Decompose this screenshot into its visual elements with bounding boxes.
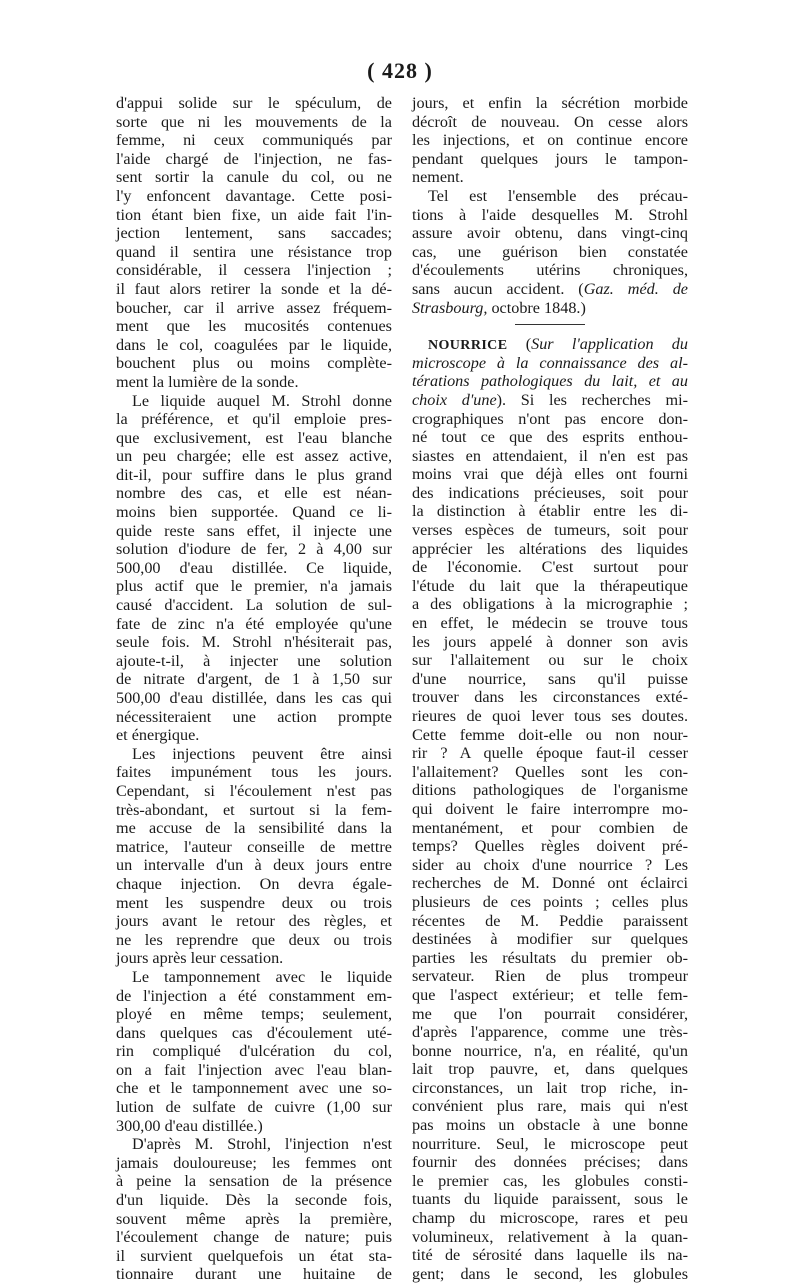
left-column-line: l'aide chargé de l'injection, ne fas- [116, 149, 392, 168]
right-column-bottom-line: pas moins un obstacle à une bonne [412, 1116, 688, 1135]
left-column-line: chaque injection. On devra égale- [116, 874, 392, 893]
right-column-bottom-line: bonne nourrice, n'a, en réalité, qu'un [412, 1041, 688, 1060]
left-column-line: un peu chargée; elle est assez active, [116, 447, 392, 466]
right-column-bottom-line: récentes de M. Peddie paraissent [412, 911, 688, 930]
right-column-bottom-line: volumineux, relativement à la quan- [412, 1227, 688, 1246]
left-column-line: il faut alors retirer la sonde et la dé- [116, 279, 392, 298]
right-column-top-line: décroît de nouveau. On cesse alors [412, 112, 688, 131]
left-column-line: tionnaire durant une huitaine de [116, 1265, 392, 1284]
citation-journal: Gaz. méd. de [583, 279, 688, 298]
left-column-line: Les injections peuvent être ainsi [132, 744, 392, 763]
right-column-bottom-line: lait trop pauvre, et, dans quelques [412, 1060, 688, 1079]
left-column-line: de nitrate d'argent, de 1 à 1,50 sur [116, 670, 392, 689]
right-column-top-line: les injections, et on continue encore [412, 131, 688, 150]
right-column-bottom-line: champ du microscope, rares et peu [412, 1209, 688, 1228]
left-column-line: D'après M. Strohl, l'injection n'est [132, 1135, 392, 1154]
left-column-line: jamais douloureuse; les femmes ont [116, 1153, 392, 1172]
section-subtitle-2: microscope à la connaissance des al- [412, 353, 688, 372]
left-column-line: sorte que ni les mouvements de la [116, 112, 392, 131]
section-heading: NOURRICE [428, 338, 508, 354]
left-column-line: on a fait l'injection avec l'eau blan- [116, 1060, 392, 1079]
left-column-line: un intervalle d'un à deux jours entre [116, 856, 392, 875]
right-column-top-line: pendant quelques jours le tampon- [412, 149, 688, 168]
right-column-bottom-line: convénient plus rare, mais qui n'est [412, 1097, 688, 1116]
left-column-line: plus actif que le premier, n'a jamais [116, 577, 392, 596]
right-column-bottom-line: que l'aspect extérieur; et telle fem- [412, 985, 688, 1004]
right-column-bottom-line: mentanément, et pour combien de [412, 818, 688, 837]
section-subtitle-1: Sur l'application du [531, 335, 688, 354]
right-column-bottom-line: le premier cas, les globules consti- [412, 1171, 688, 1190]
left-column-line: souvent même après la première, [116, 1209, 392, 1228]
left-column-line: quide reste sans effet, il injecte une [116, 521, 392, 540]
right-column-bottom-line: rieures de quoi lever tous ses doutes. [412, 707, 688, 725]
left-column-line: d'appui solide sur le spéculum, de [116, 94, 392, 112]
left-column-line: que exclusivement, est l'eau blanche [116, 428, 392, 447]
citation-place: Strasbourg, [412, 298, 488, 317]
left-column-line: Le liquide auquel M. Strohl donne [132, 391, 392, 410]
section-subtitle-4: choix d'une [412, 390, 497, 409]
left-column-line: l'écoulement change de nature; puis [116, 1228, 392, 1247]
right-column-bottom-line: a des obligations à la micrographie ; [412, 595, 688, 614]
left-column-line: l'y enfoncent davantage. Cette posi- [116, 186, 392, 205]
citation-line-1: sans aucun accident. (Gaz. méd. de [412, 279, 688, 298]
left-column-line: 300,00 d'eau distillée.) [116, 1116, 263, 1135]
right-column-bottom-line: destinées à modifier sur quelques [412, 930, 688, 949]
right-column-bottom-line: circonstances, un lait trop riche, in- [412, 1078, 688, 1097]
right-column-bottom-line: trouver dans les circonstances exté- [412, 688, 688, 707]
right-column-bottom-line: de l'économie. C'est surtout pour [412, 558, 688, 577]
left-column-line: Le tamponnement avec le liquide [132, 967, 392, 986]
right-column-text-top [412, 94, 688, 280]
left-column-line: ne les reprendre que deux ou trois [116, 930, 392, 949]
right-column-text-bottom [412, 410, 688, 1284]
left-column-line: dans quelques cas d'écoulement uté- [116, 1023, 392, 1042]
right-column-top-line: cas, une guérison bien constatée [412, 242, 688, 261]
left-column-line: nécessiteraient une action prompte [116, 707, 392, 726]
left-column-line: causé d'accident. La solution de sul- [116, 596, 392, 615]
right-column-bottom-line: gent; dans le second, les globules [412, 1264, 688, 1283]
right-column-top-line: Tel est l'ensemble des précau- [428, 186, 688, 205]
right-column-bottom-line: né tout ce que des esprits enthou- [412, 428, 688, 447]
left-column-line: lution de sulfate de cuivre (1,00 sur [116, 1098, 392, 1117]
left-column-line: ployé en même temps; seulement, [116, 1005, 392, 1024]
left-column-line: fate de zinc n'a été employée qu'une [116, 614, 392, 633]
left-column-line: me accuse de la sensibilité dans la [116, 819, 392, 838]
left-column-line: boucher, car il arrive assez fréquem- [116, 298, 392, 317]
left-column-line: sent sortir la canule du col, ou ne [116, 168, 392, 187]
left-column-line: matrice, l'auteur conseille de mettre [116, 837, 392, 856]
left-column-line: et énergique. [116, 726, 200, 745]
right-column-bottom-line: crographiques n'ont pas encore don- [412, 409, 688, 428]
left-column-line: rin compliqué d'ulcération du col, [116, 1042, 392, 1061]
section-subtitle-4-line: choix d'une). Si les recherches mi- [412, 390, 688, 409]
left-column-line: seule fois. M. Strohl n'hésiterait pas, [116, 633, 392, 652]
left-column-line: nombre des cas, et elle est néan- [116, 484, 392, 503]
right-column-bottom-line: qui doivent le faire interrompre mo- [412, 799, 688, 818]
right-column-bottom-line: servateur. Rien de plus trompeur [412, 967, 688, 986]
page-number: ( 428 ) [367, 58, 433, 83]
left-column-line: à peine la sensation de la présence [116, 1172, 392, 1191]
right-column-bottom-line: verses espèces de tumeurs, soit pour [412, 521, 688, 540]
left-column-line: moins bien supportée. Quand ce li- [116, 503, 392, 522]
right-column [412, 94, 688, 1283]
section-divider [515, 324, 585, 325]
left-column-line: tion étant bien fixe, un aide fait l'in- [116, 205, 392, 224]
right-column-bottom-line: en effet, le médecin se trouve tous [412, 614, 688, 633]
left-column-line: dit-il, pour suffire dans le plus grand [116, 465, 392, 484]
left-column-line: considérable, il cessera l'injection ; [116, 261, 392, 280]
right-column-bottom-line: Cette femme doit-elle ou non nour- [412, 725, 688, 744]
left-column-line: che et le tamponnement avec une so- [116, 1079, 392, 1098]
right-column-top-line: d'écoulements utérins chroniques, [412, 261, 688, 280]
left-column-line: bouchent plus ou moins complète- [116, 354, 392, 373]
left-column-line: jours après leur cessation. [116, 949, 284, 968]
right-column-bottom-line: l'étude du lait que la thérapeutique [412, 576, 688, 595]
right-column-bottom-line: moins vrai que déjà elles ont fourni [412, 465, 688, 484]
right-column-top-line: assure avoir obtenu, dans vingt-cinq [412, 224, 688, 243]
right-column-bottom-line: siastes en attendaient, il n'en est pas [412, 446, 688, 465]
section-subtitle-3: térations pathologiques du lait, et au [412, 372, 688, 391]
right-column-bottom-line: plusieurs de ces points ; celles plus [412, 892, 688, 911]
left-column-line: ajoute-t-il, à injecter une solution [116, 651, 392, 670]
right-column-bottom-line: d'après l'apparence, comme une très- [412, 1023, 688, 1042]
left-column-line: Cependant, si l'écoulement n'est pas [116, 781, 392, 800]
right-column-bottom-line: sur l'allaitement ou sur le choix [412, 651, 688, 670]
right-column-bottom-line: me que l'on pourrait considérer, [412, 1004, 688, 1023]
left-column-line: ment la lumière de la sonde. [116, 372, 299, 391]
right-column-top-line: nement. [412, 168, 464, 187]
left-column-line: jection lentement, sans saccades; [116, 224, 392, 243]
left-column-line: quand il sentira une résistance trop [116, 242, 392, 261]
section-heading-line: NOURRICE (Sur l'application du [428, 335, 688, 354]
right-column-bottom-line: des indications précieuses, soit pour [412, 483, 688, 502]
left-column-line: de l'injection a été constamment em- [116, 986, 392, 1005]
right-column-bottom-line: nourriture. Seul, le microscope peut [412, 1134, 688, 1153]
right-column-bottom-line: la distinction à établir entre les di- [412, 502, 688, 521]
right-column-bottom-line: tuants du liquide paraissent, sous le [412, 1190, 688, 1209]
left-column-line: ment les suspendre deux ou trois [116, 893, 392, 912]
right-column-bottom-line: temps? Quelles règles doivent pré- [412, 837, 688, 856]
left-column-line: 500,00 d'eau distillée, dans les cas qui [116, 689, 392, 707]
right-column-bottom-line: les jours appelé à donner son avis [412, 632, 688, 651]
right-column-bottom-line: tité de sérosité dans laquelle ils na- [412, 1246, 688, 1265]
right-column-bottom-line: apprécier les altérations des liquides [412, 539, 688, 558]
right-column-bottom-line: l'allaitement? Quelles sont les con- [412, 762, 688, 781]
right-column-bottom-line: recherches de M. Donné ont éclairci [412, 874, 688, 893]
left-column-line: la préférence, et qu'il emploie pres- [116, 410, 392, 429]
left-column-line: femme, ni ceux communiqués par [116, 131, 392, 150]
left-column [116, 94, 392, 1284]
citation-line-2: Strasbourg, octobre 1848.) [412, 298, 586, 317]
left-column-line: il survient quelquefois un état sta- [116, 1246, 392, 1265]
right-column-bottom-line: ditions pathologiques de l'organisme [412, 781, 688, 800]
right-column-bottom-line: d'une nourrice, sans qu'il puisse [412, 669, 688, 688]
right-column-top-line: jours, et enfin la sécrétion morbide [412, 94, 688, 112]
right-column-bottom-line: rir ? A quelle époque faut-il cesser [412, 744, 688, 763]
left-column-line: faites impunément tous les jours. [116, 763, 392, 782]
right-column-bottom-line: parties les résultats du premier ob- [412, 948, 688, 967]
right-column-top-line: tions à l'aide desquelles M. Strohl [412, 205, 688, 224]
left-column-line: ment que les mucosités contenues [116, 317, 392, 336]
right-column-bottom-line: fournir des données précises; dans [412, 1153, 688, 1172]
left-column-line: jours avant le retour des règles, et [116, 912, 392, 931]
left-column-line: dans le col, coagulées par le liquide, [116, 335, 392, 354]
left-column-line: 500,00 d'eau distillée. Ce liquide, [116, 558, 392, 577]
right-column-bottom-line: sider au choix d'une nourrice ? Les [412, 855, 688, 874]
left-column-line: d'un liquide. Dès la seconde fois, [116, 1191, 392, 1210]
left-column-line: solution d'iodure de fer, 2 à 4,00 sur [116, 540, 392, 559]
left-column-line: très-abondant, et surtout si la fem- [116, 800, 392, 819]
